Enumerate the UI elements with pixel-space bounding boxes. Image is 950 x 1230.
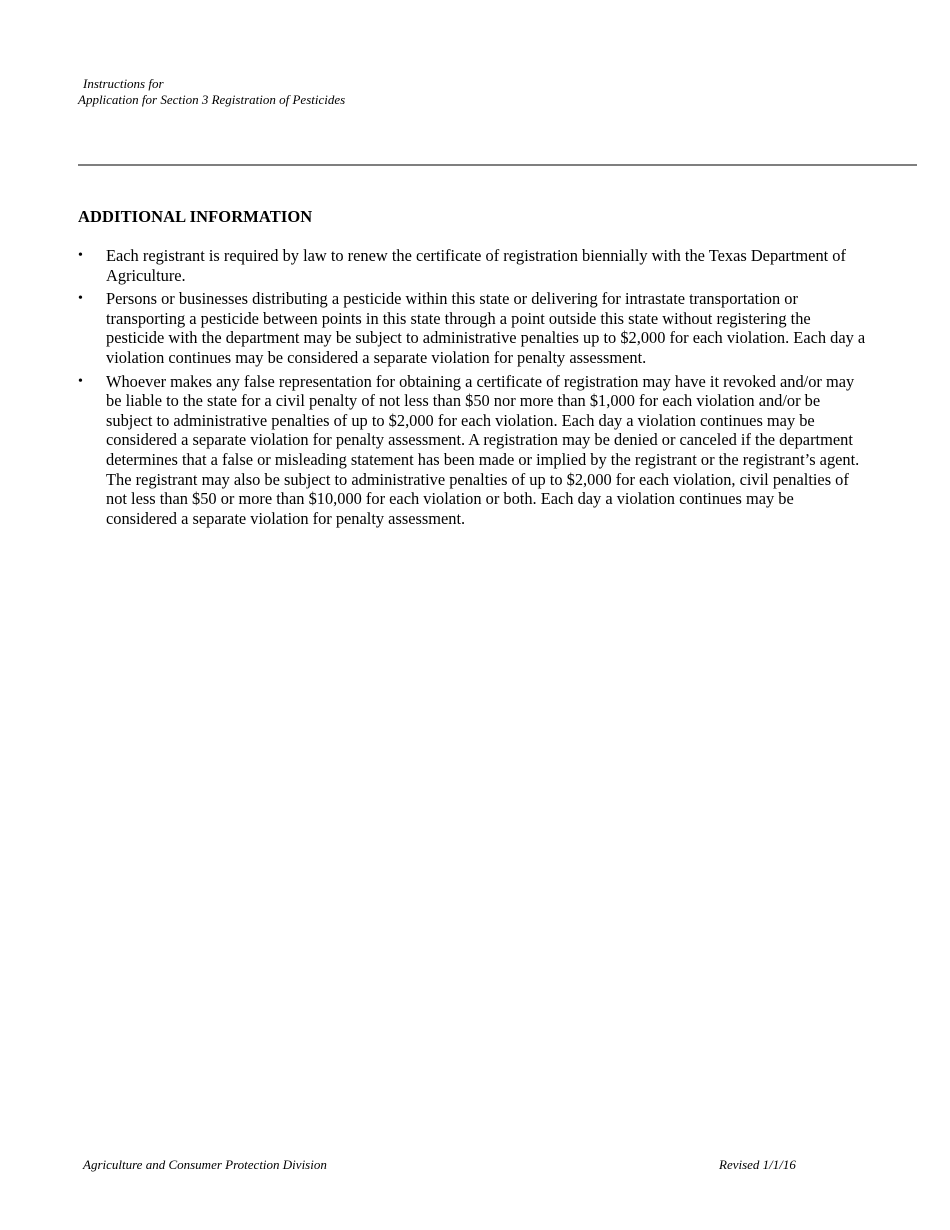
footer-revision-date: Revised 1/1/16 (719, 1157, 796, 1172)
document-header (78, 76, 345, 108)
section-title: ADDITIONAL INFORMATION (78, 207, 313, 226)
list-item-text: Whoever makes any false representation for obtaining a certificate of registration may have it revoked and/or may be liable to the state for a civil penalty of not less than $50 nor more than $1,000 for each violation and/or be subject to administrative penalties of up to $2,000 for each violation. Each day a violation continues may be considered a separate violation for penalty assessment. A registration may be denied or canceled if the department determines that a false or misleading statement has been made or implied by the registrant or the registrant’s agent. The registrant may also be subject to administrative penalties of up to $2,000 for each violation, civil penalties of not less than $50 or more than $10,000 for each violation or both. Each day a violation continues may be considered a separate violation for penalty assessment. (106, 371, 860, 528)
header-line-2: Application for Section 3 Registration of Pesticides (78, 92, 346, 107)
bullet-icon: • (78, 291, 83, 307)
horizontal-divider (78, 164, 917, 166)
additional-info-list (78, 246, 868, 532)
header-line-1: Instructions for (83, 76, 164, 91)
bullet-icon: • (78, 248, 83, 263)
list-item (78, 246, 868, 285)
bullet-icon: • (78, 373, 83, 389)
list-item-text: Each registrant is required by law to renew the certificate of registration biennially with the Texas Department of Agriculture. (106, 246, 846, 285)
list-item-text: Persons or businesses distributing a pesticide within this state or delivering for intrastate transportation or transporting a pesticide between points in this state through a point outside this state without registering the pesticide with the department may be subject to administrative penalties up to $2,000 for each violation. Each day a violation continues may be considered a separate violation for penalty assessment. (106, 289, 866, 367)
footer-division: Agriculture and Consumer Protection Division (83, 1157, 327, 1172)
list-item (78, 289, 868, 367)
list-item (78, 372, 868, 529)
